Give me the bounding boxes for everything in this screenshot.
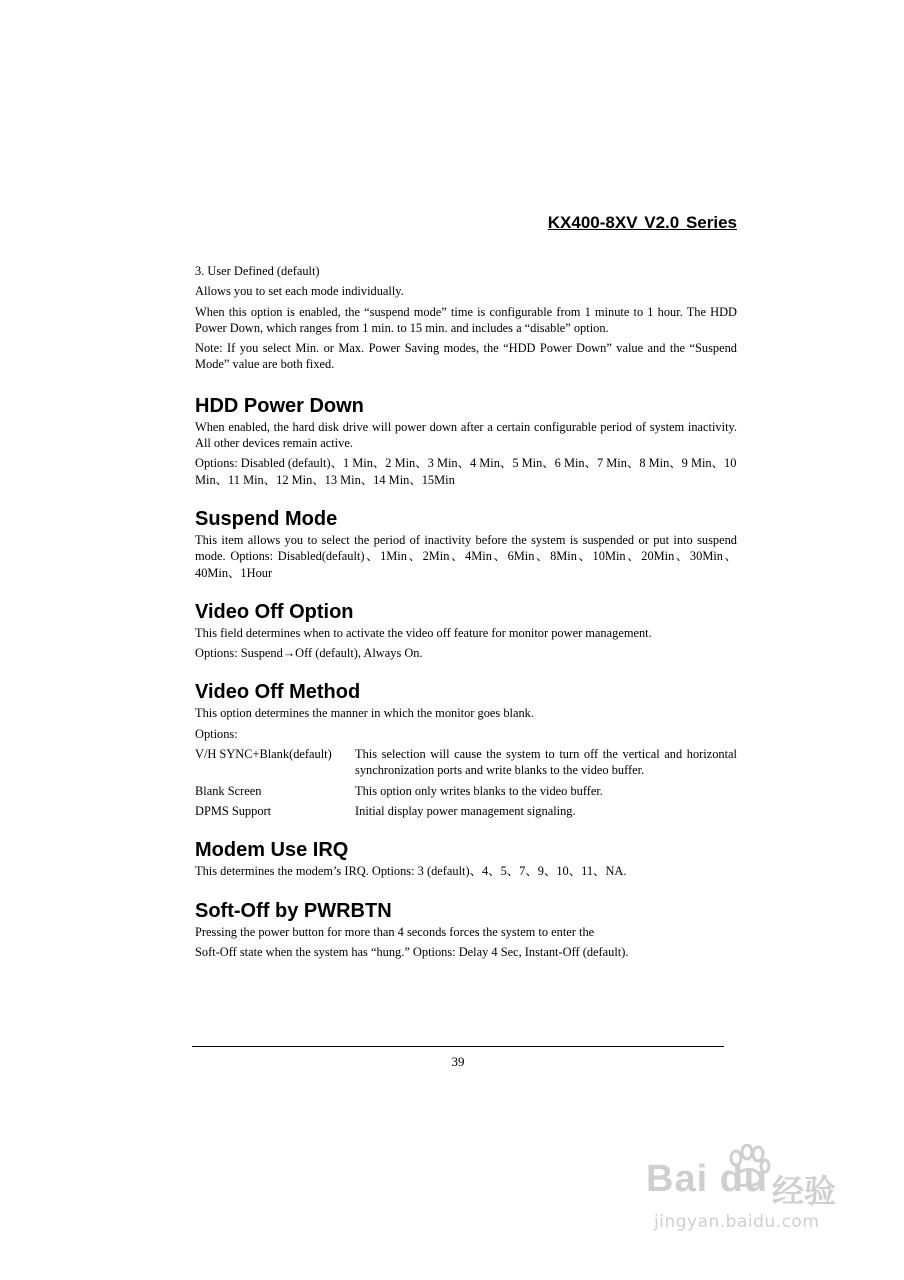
section-modem-use-irq bbox=[195, 837, 737, 879]
paw-icon bbox=[726, 1144, 772, 1190]
option-name: Blank Screen bbox=[195, 783, 262, 798]
option-description: Initial display power management signaling. bbox=[355, 803, 576, 818]
section-description: Soft-Off state when the system has “hung.” Options: Delay 4 Sec, Instant-Off (default). bbox=[195, 944, 629, 959]
section-suspend-mode bbox=[195, 506, 737, 581]
section-heading: Video Off Method bbox=[195, 681, 361, 704]
section-heading: Soft-Off by PWRBTN bbox=[195, 899, 392, 922]
watermark-logo: Bai du bbox=[646, 1158, 769, 1200]
page-number: 39 bbox=[451, 1054, 465, 1069]
intro-line: Allows you to set each mode individually. bbox=[195, 284, 404, 299]
section-video-off-method bbox=[195, 679, 737, 819]
section-heading: Suspend Mode bbox=[195, 507, 338, 530]
section-hdd-power-down bbox=[195, 393, 737, 488]
section-options: Options: Suspend→Off (default), Always On. bbox=[195, 646, 423, 661]
section-heading: HDD Power Down bbox=[195, 394, 364, 417]
option-name: V/H SYNC+Blank(default) bbox=[195, 747, 332, 762]
section-description: This item allows you to select the period of inactivity before the system is suspended or put into suspend mode. Options: Disabled(default)、1Min、2Min、4Min、6Min、8Min、10Min、20Min、30Min、40Min、1Hour bbox=[195, 532, 737, 580]
watermark bbox=[640, 1140, 870, 1250]
section-heading: Video Off Option bbox=[195, 600, 354, 623]
footer-rule bbox=[192, 1046, 724, 1047]
section-video-off-option bbox=[195, 599, 737, 662]
intro-item: 3. User Defined (default) bbox=[195, 264, 320, 278]
section-description: This option determines the manner in which the monitor goes blank. bbox=[195, 706, 534, 721]
option-description: This option only writes blanks to the video buffer. bbox=[355, 783, 603, 798]
option-name: DPMS Support bbox=[195, 803, 272, 818]
watermark-chinese: 经验 bbox=[772, 1172, 837, 1210]
user-defined-intro bbox=[195, 263, 737, 373]
option-description: This selection will cause the system to turn off the vertical and horizontal synchronization ports and write blanks to the video buffer. bbox=[355, 747, 737, 778]
running-header: KX400-8XV V2.0 Series bbox=[547, 213, 737, 232]
section-heading: Modem Use IRQ bbox=[195, 839, 349, 862]
section-description: Pressing the power button for more than 4 seconds forces the system to enter the bbox=[195, 924, 595, 939]
watermark-url: jingyan.baidu.com bbox=[654, 1212, 820, 1232]
section-soft-off bbox=[195, 898, 737, 961]
options-label: Options: bbox=[195, 726, 238, 741]
section-description: When enabled, the hard disk drive will power down after a certain configurable period of system inactivity. All other devices remain active. bbox=[195, 419, 737, 451]
section-description: This determines the modem’s IRQ. Options: 3 (default)、4、5、7、9、10、11、NA. bbox=[195, 864, 627, 879]
intro-detail: When this option is enabled, the “suspend mode” time is configurable from 1 minute to 1 hour. The HDD Power Down, which ranges from 1 min. to 15 min. and includes a “disable” option. bbox=[195, 304, 737, 335]
option-row bbox=[195, 803, 737, 819]
section-options: Options: Disabled (default)、1 Min、2 Min、3 Min、4 Min、5 Min、6 Min、7 Min、8 Min、9 Min、10 Min、11 Min、12 Min、13 Min、14 Min、15Min bbox=[195, 456, 737, 487]
option-row bbox=[195, 746, 737, 779]
page-content bbox=[195, 263, 737, 964]
section-description: This field determines when to activate the video off feature for monitor power management. bbox=[195, 625, 652, 640]
intro-note: Note: If you select Min. or Max. Power Saving modes, the “HDD Power Down” value and the “Suspend Mode” value are both fixed. bbox=[195, 341, 737, 372]
option-row bbox=[195, 783, 737, 799]
